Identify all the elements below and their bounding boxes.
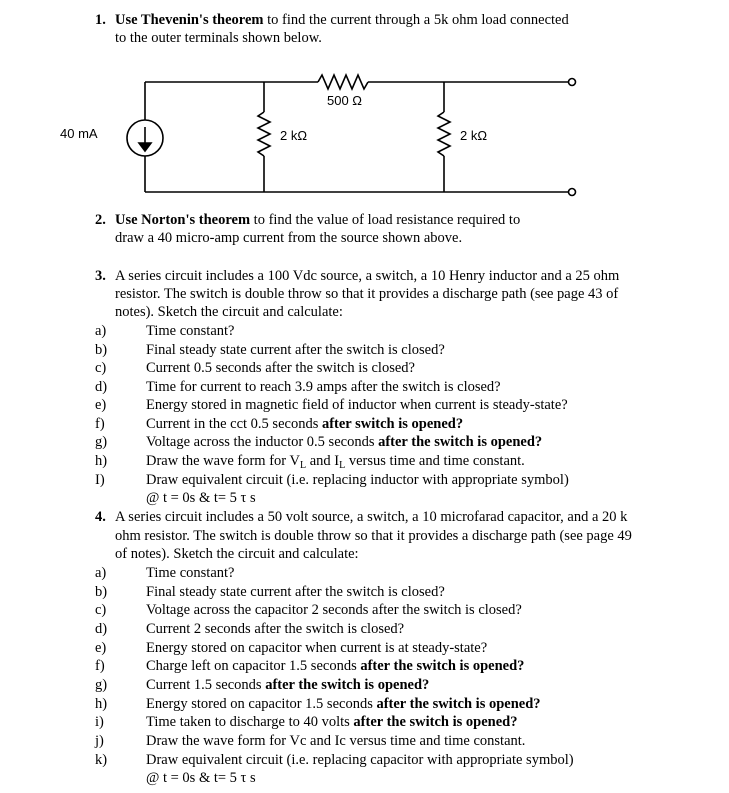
r-shunt2-label: 2 kΩ (460, 128, 488, 143)
q2-rest: to find the value of load resistance required to (250, 212, 521, 228)
q3-line3: notes). Sketch the circuit and calculate: (115, 304, 343, 320)
resistor-2k-2 (438, 112, 450, 156)
terminal-top (569, 79, 576, 86)
q1-line2: to the outer terminals shown below. (115, 30, 322, 46)
terminal-bottom (569, 189, 576, 196)
q3-line2: resistor. The switch is double throw so that it provides a discharge path (see page 43 of (115, 286, 619, 302)
circuit-diagram (0, 68, 729, 208)
q2-line1 (115, 211, 520, 229)
q3-line1: A series circuit includes a 100 Vdc source, a switch, a 10 Henry inductor and a 25 ohm (115, 268, 620, 284)
q4-line2: ohm resistor. The switch is double throw so that it provides a discharge path (see page 49 (115, 528, 632, 544)
q1-line1 (115, 11, 569, 29)
q4-number: 4. (95, 509, 106, 525)
q2-number: 2. (95, 212, 106, 228)
q3-number: 3. (95, 268, 106, 284)
r-series-label: 500 Ω (327, 93, 363, 108)
q1-number: 1. (95, 12, 106, 28)
q4-line1: A series circuit includes a 50 volt source, a switch, a 10 microfarad capacitor, and a 20 k (115, 509, 628, 525)
q2-line2: draw a 40 micro-amp current from the source shown above. (115, 230, 463, 246)
q1-rest: to find the current through a 5k ohm load connected (263, 12, 569, 28)
q4-line3: of notes). Sketch the circuit and calculate: (115, 546, 359, 562)
resistor-2k-1 (258, 112, 270, 156)
q3-times: @ t = 0s & t= 5 τ s (146, 490, 256, 506)
resistor-500-ohm (318, 75, 368, 89)
r-shunt1-label: 2 kΩ (280, 128, 308, 143)
q4-times: @ t = 0s & t= 5 τ s (146, 770, 256, 786)
down-arrow-icon (139, 143, 151, 151)
q2-lead: Use Norton's theorem (115, 212, 251, 228)
q1-lead: Use Thevenin's theorem (115, 12, 264, 28)
source-label: 40 mA (60, 126, 98, 141)
